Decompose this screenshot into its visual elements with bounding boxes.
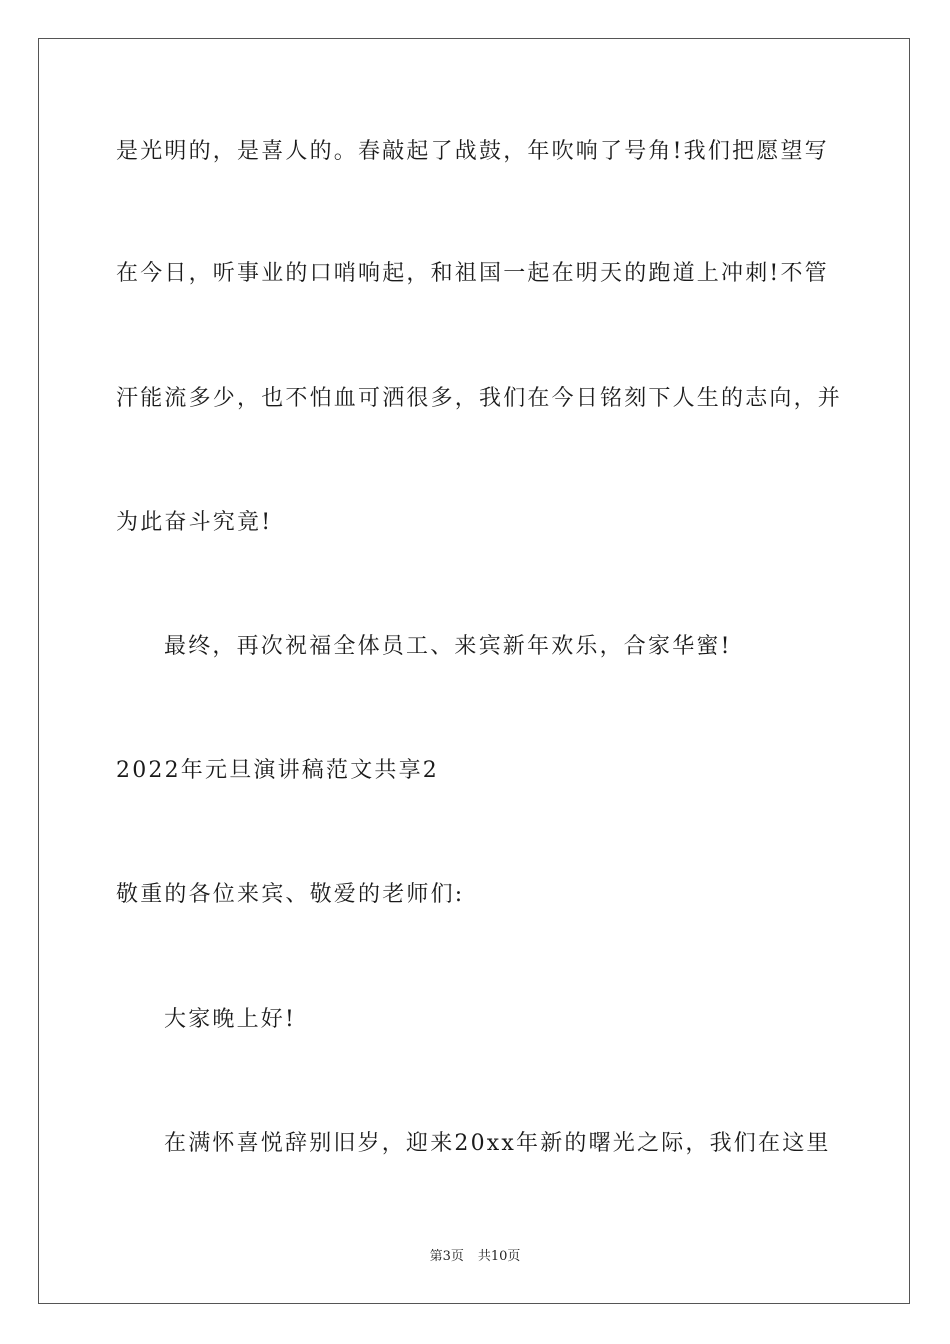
greeting-line: 大家晚上好! [164,1007,297,1032]
paragraph-line: 汗能流多少，也不怕血可洒很多，我们在今日铭刻下人生的志向，并 [116,386,843,411]
page-border [38,38,910,1304]
salutation-line: 敬重的各位来宾、敬爱的老师们: [116,882,465,907]
section-heading: 2022年元旦演讲稿范文共享2 [116,758,439,783]
paragraph-line: 是光明的，是喜人的。春敲起了战鼓，年吹响了号角!我们把愿望写 [116,139,829,164]
page-number: 第3页 [429,1249,464,1264]
paragraph-line: 为此奋斗究竟! [116,510,273,535]
paragraph-line: 在今日，听事业的口哨响起，和祖国一起在明天的跑道上冲刺!不管 [116,261,829,286]
paragraph-line: 在满怀喜悦辞别旧岁，迎来20xx年新的曙光之际，我们在这里 [164,1131,831,1156]
page-total: 共10页 [477,1249,521,1264]
page-footer [0,1248,950,1266]
closing-wishes-line: 最终，再次祝福全体员工、来宾新年欢乐，合家华蜜! [164,634,732,659]
